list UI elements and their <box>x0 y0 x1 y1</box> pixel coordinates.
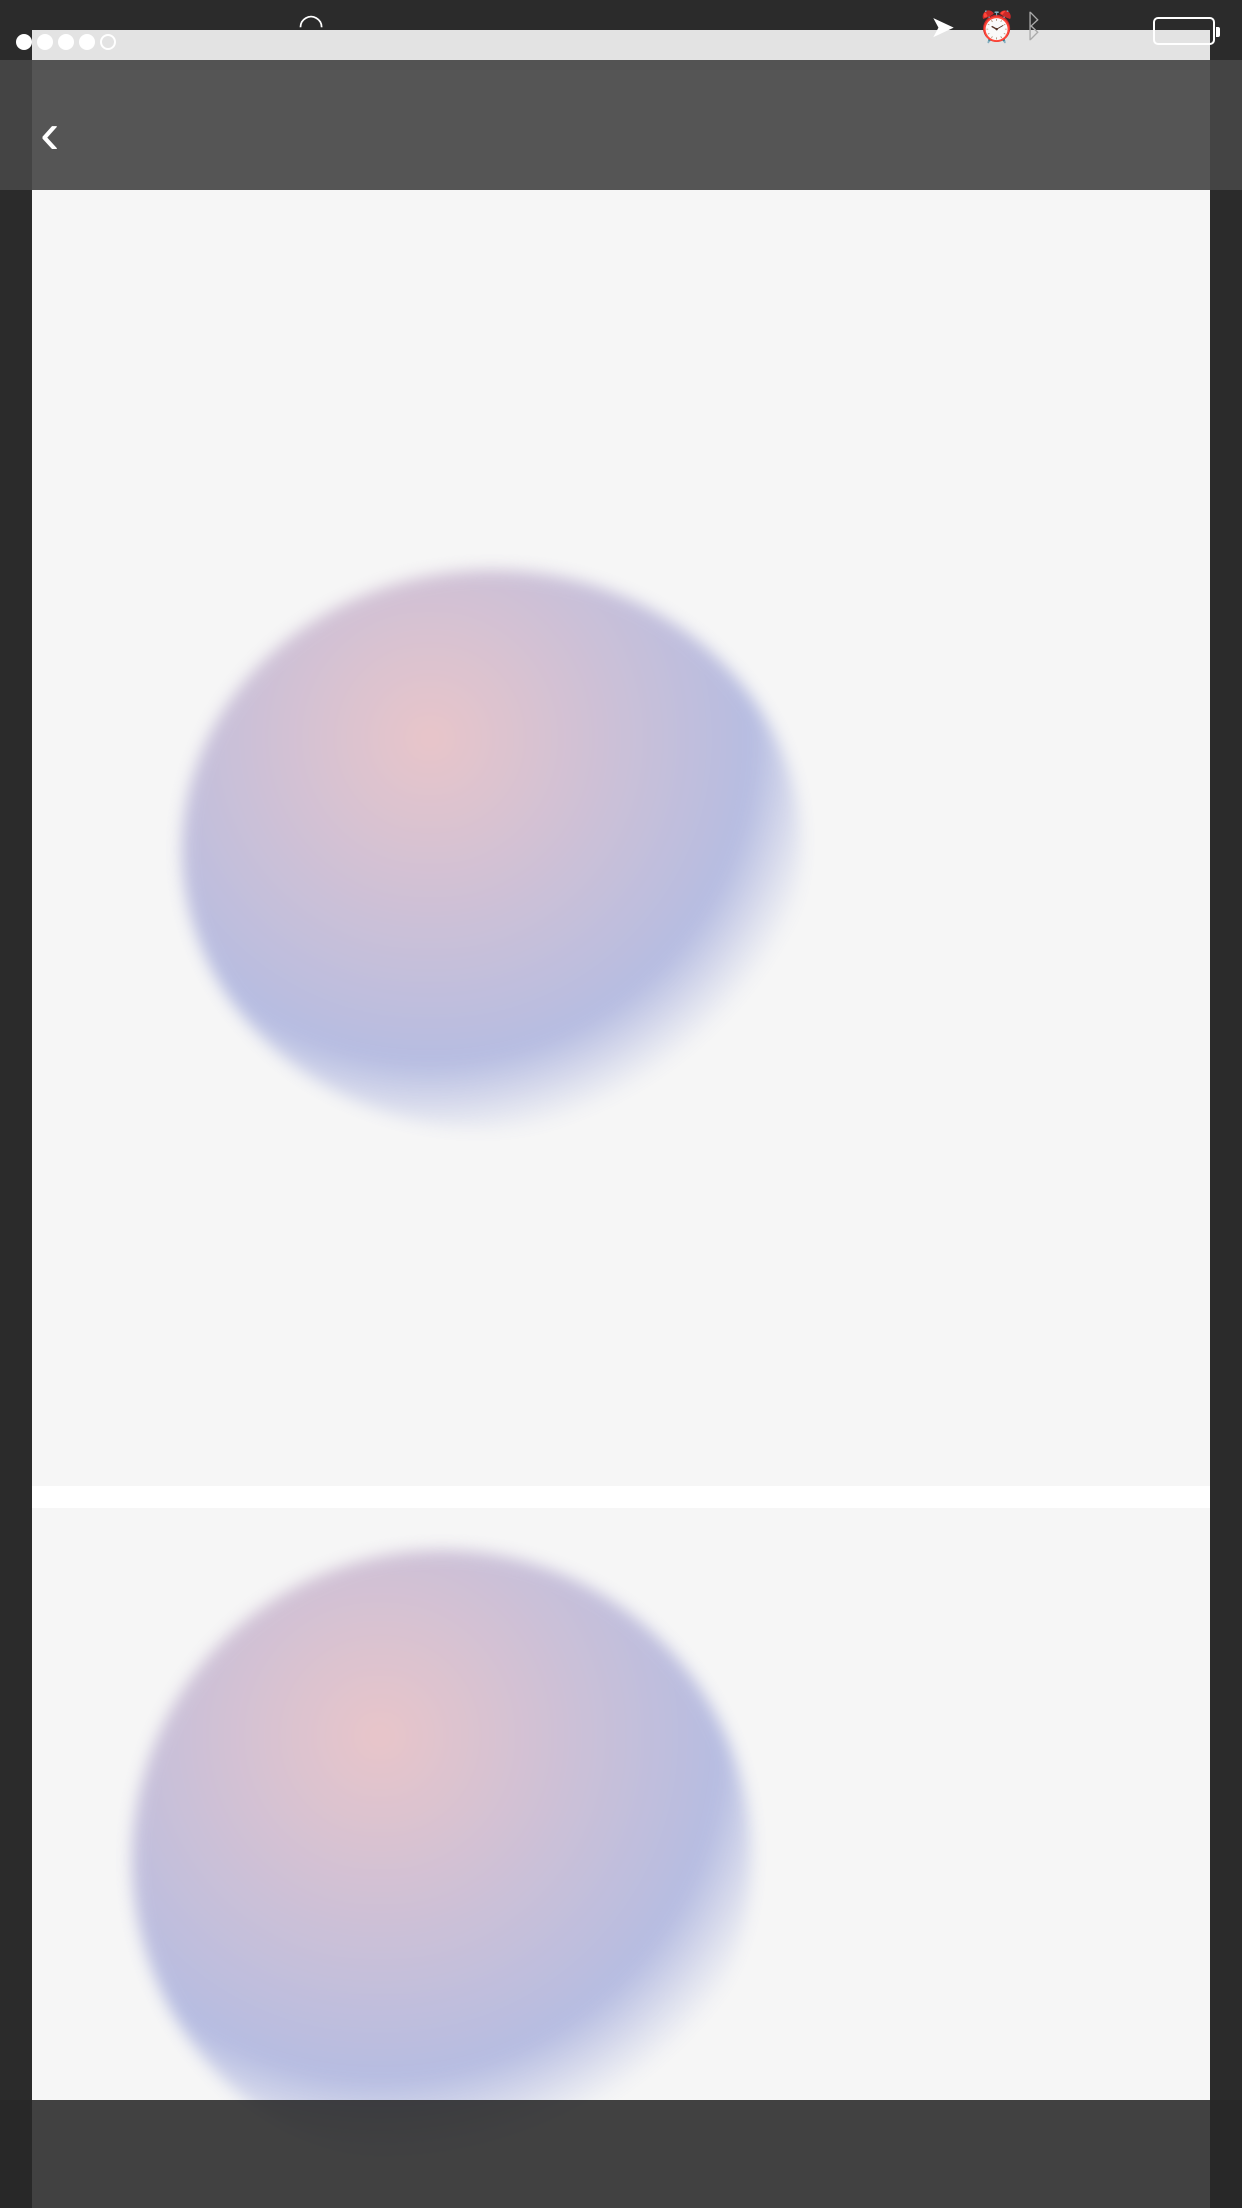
signal-dots-icon <box>16 20 121 58</box>
grades-sheet <box>32 30 1210 2208</box>
photo-caption <box>0 2100 1242 2208</box>
status-bar <box>0 0 1242 60</box>
watermark-blob <box>182 570 802 1130</box>
back-button[interactable] <box>40 100 59 167</box>
bluetooth-icon: ᛒ <box>1024 8 1044 44</box>
wifi-icon: ◠ <box>298 9 325 42</box>
alarm-icon: ⏰ <box>978 11 1016 44</box>
battery-icon <box>1153 17 1215 45</box>
nav-bar <box>0 60 1242 190</box>
chevron-left-icon: ‹ <box>40 101 60 166</box>
watermark-blob <box>132 1550 752 2170</box>
location-arrow-icon: ➤ <box>930 11 956 44</box>
